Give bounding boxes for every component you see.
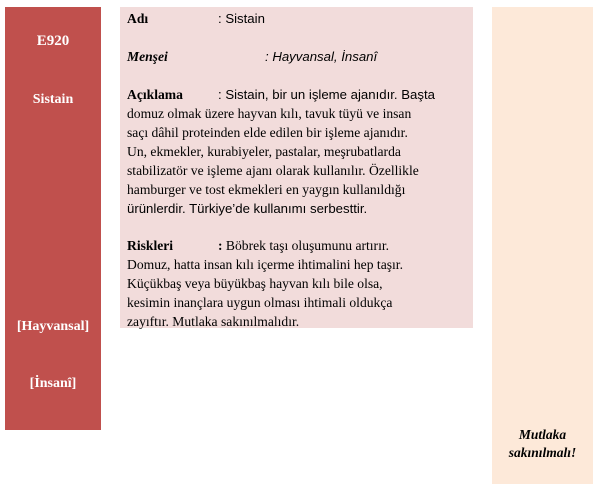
- source-tag-human: [İnsanî]: [29, 376, 77, 391]
- description-line: hamburger ve tost ekmekleri en yaygın kullanıldığı: [127, 182, 406, 197]
- description-line: saçı dâhil proteinden elde edilen bir işleme ajanıdır.: [127, 125, 408, 140]
- risks-first-line: [127, 236, 469, 255]
- origin-label: Menşei: [127, 49, 168, 64]
- name-value: : Sistain: [218, 11, 265, 26]
- additive-name: Sistain: [32, 92, 74, 107]
- origin-value: : Hayvansal, İnsanî: [265, 49, 378, 64]
- description-label: Açıklama: [127, 87, 183, 102]
- risks-line: Domuz, hatta insan kılı içerme ihtimalini hep taşır.: [127, 257, 403, 272]
- warning-line-1: Mutlaka: [518, 427, 567, 442]
- description-line: stabilizatör ve işleme ajanı olarak kullanılır. Özellikle: [127, 163, 419, 178]
- source-tag-animal: [Hayvansal]: [16, 319, 90, 334]
- risks-line: Küçükbaş veya büyükbaş hayvan kılı bile olsa,: [127, 276, 383, 291]
- warning-line-2: sakınılmalı!: [508, 445, 577, 460]
- name-label: Adı: [127, 11, 149, 26]
- description-block: [127, 85, 469, 218]
- additive-code: E920: [36, 33, 70, 49]
- description-line: Un, ekmekler, kurabiyeler, pastalar, meşrubatlarda: [127, 144, 401, 159]
- description-line-0: : Sistain, bir un işleme ajanıdır. Başta: [218, 87, 435, 102]
- risks-label: Riskleri: [127, 238, 174, 253]
- risks-line: kesimin inançlara uygun olması ihtimali oldukça: [127, 295, 393, 310]
- origin-row: [127, 47, 469, 66]
- description-line: domuz olmak üzere hayvan kılı, tavuk tüyü ve insan: [127, 106, 412, 121]
- warning-panel: [492, 7, 593, 484]
- description-first-line: [127, 85, 469, 104]
- risks-line-0: Böbrek taşı oluşumunu artırır.: [222, 238, 390, 253]
- description-panel: [120, 7, 473, 328]
- risks-colon: :: [218, 238, 223, 253]
- warning-text: [492, 426, 593, 462]
- name-row: [127, 9, 469, 28]
- risks-line: zayıftır. Mutlaka sakınılmalıdır.: [127, 314, 300, 329]
- left-panel: [5, 7, 101, 430]
- description-line: ürünlerdir. Türkiye’de kullanımı serbesttir.: [127, 201, 368, 216]
- risks-block: [127, 236, 469, 331]
